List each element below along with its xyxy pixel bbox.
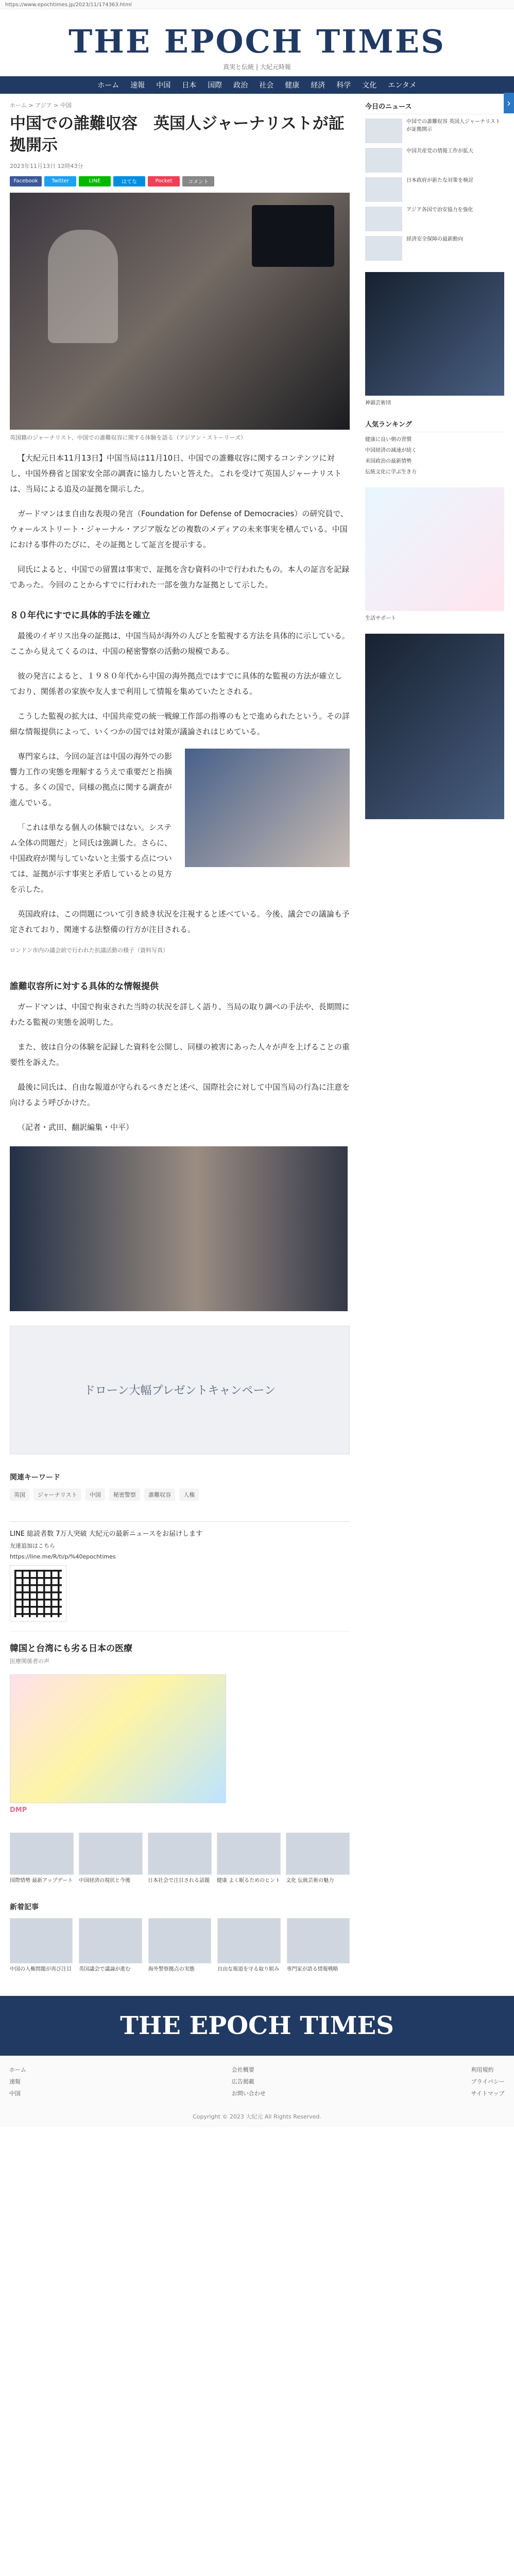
site-logo[interactable]: THE EPOCH TIMES <box>68 23 446 60</box>
sidebar-headlines <box>365 101 504 261</box>
article-paragraph: こうした監視の拡大は、中国共産党の統一戦線工作部の指導のもとで進められたという。その詳細な情報提供によって、いくつかの国では対策が議論されはじめている。 <box>10 711 350 737</box>
thumbnail-image <box>365 236 402 261</box>
keyword-tag[interactable]: 中国 <box>85 1488 105 1501</box>
nav-international[interactable]: 国際 <box>208 81 222 90</box>
nav-health[interactable]: 健康 <box>285 81 300 90</box>
article-paragraph: 彼の発言によると、１９８０年代から中国の海外拠点ではすでに具体的な監視の方法が確立しており、関係者の家族や友人まで利用して情報を集めていたとされる。 <box>10 671 342 697</box>
sidebar-headline-item[interactable]: 経済安全保障の最新動向 <box>365 236 504 261</box>
keyword-list <box>10 1488 350 1503</box>
main-nav <box>0 76 514 94</box>
popular-item[interactable]: 健康に良い朝の習慣 <box>365 436 412 443</box>
thumbnail-image <box>365 148 402 173</box>
nav-home[interactable]: ホーム <box>97 81 119 90</box>
card-image <box>10 1833 74 1875</box>
keyword-tag[interactable]: 誰難収容 <box>144 1488 175 1501</box>
recent-title: 新着記事 <box>10 1903 39 1912</box>
sidebar-ad-bottom[interactable] <box>365 634 504 819</box>
hero-image <box>10 193 350 430</box>
card-image <box>79 1918 142 1963</box>
card-title: 健康 よく眠るためのヒント <box>217 1877 281 1884</box>
breadcrumb[interactable]: ホーム > アジア > 中国 <box>10 102 72 109</box>
article-subhead: ８０年代にすでに具体的手法を確立 <box>10 611 150 621</box>
nav-economy[interactable]: 経済 <box>311 81 325 90</box>
thumbnail-image <box>365 118 402 143</box>
article-main <box>10 101 350 1989</box>
inline-ad[interactable]: ドローン大幅プレゼントキャンペーン <box>10 1326 350 1454</box>
article-paragraph: ガードマンはま自由な表現の発言（Foundation for Defense of Democracies）の研究員で、ウォールストリート・ジャーナル・アジア版などの複数のメディアの未来事実を積んでいる。中国における事件のたびに、その証拠として証言を提示する。 <box>10 509 349 550</box>
sidebar-ad[interactable] <box>365 272 504 396</box>
share-twitter-button[interactable]: Twitter <box>44 176 76 187</box>
footer-link[interactable]: お問い合わせ <box>231 2090 266 2097</box>
sidebar-headline-item[interactable]: 中国での誰難収容 英国人ジャーナリストが証拠開示 <box>365 118 504 143</box>
browser-url[interactable]: https://www.epochtimes.jp/2023/11/174363.html <box>0 0 514 9</box>
footer-link[interactable]: 利用規約 <box>471 2066 494 2073</box>
sponsored-image[interactable] <box>10 1674 226 1803</box>
article-paragraph: 専門家らは、今回の証言は中国の海外での影響力工作の実態を理解するうえで重要だと指摘する。多くの国で、同様の拠点に関する調査が進んでいる。 <box>10 752 173 808</box>
nav-culture[interactable]: 文化 <box>362 81 377 90</box>
thumbnail-image <box>365 207 402 231</box>
card-image <box>148 1918 211 1963</box>
popular-title: 人気ランキング <box>365 419 504 432</box>
recommend-cards <box>10 1833 350 1885</box>
card-image <box>287 1918 350 1963</box>
sponsored-headline[interactable]: 韓国と台湾にも劣る日本の医療 <box>10 1643 132 1654</box>
sidebar-headline-item[interactable]: 日本政府が新たな対策を検討 <box>365 177 504 202</box>
next-arrow-icon[interactable]: › <box>504 93 514 113</box>
article-paragraph: 最後のイギリス出身の証拠は、中国当局が海外の人びとを監視する方法を具体的に示している。ここから見えてくるのは、中国の秘密警察の活動の規模である。 <box>10 631 350 656</box>
inline-photo-caption: ロンドン市内の議会前で行われた抗議活動の様子（資料写真） <box>10 947 168 954</box>
article-paragraph: ガードマンは、中国で拘束された当時の状況を詳しく語り、当局の取り調べの手法や、長期間にわたる監視の実態を説明した。 <box>10 1002 350 1027</box>
nav-japan[interactable]: 日本 <box>182 81 197 90</box>
popular-item[interactable]: 中国経済の減速が続く <box>365 447 417 453</box>
recent-card[interactable] <box>217 1918 280 1973</box>
share-hatena-button[interactable]: はてな <box>113 176 145 187</box>
popular-block <box>365 419 504 476</box>
recent-card[interactable] <box>79 1918 142 1973</box>
card-image <box>217 1833 281 1875</box>
nav-china[interactable]: 中国 <box>156 81 171 90</box>
card-title: 文化 伝統芸術の魅力 <box>286 1877 334 1884</box>
footer-column <box>232 2065 266 2101</box>
share-line-button[interactable]: LINE <box>79 176 111 187</box>
share-buttons <box>10 176 350 187</box>
line-url[interactable]: https://line.me/R/ti/p/%40epochtimes <box>10 1553 116 1560</box>
recommend-card[interactable] <box>286 1833 350 1885</box>
footer-link[interactable]: 会社概要 <box>231 2066 254 2073</box>
footer-column <box>471 2065 505 2101</box>
recommend-card[interactable] <box>217 1833 281 1885</box>
site-header <box>0 9 514 76</box>
copyright: Copyright © 2023 大紀元 All Rights Reserved. <box>193 2113 321 2120</box>
sponsored-block[interactable] <box>10 1631 350 1823</box>
sidebar-headlines-title: 今日のニュース <box>365 101 504 114</box>
thumbnail-image <box>365 177 402 202</box>
recent-card[interactable] <box>287 1918 350 1973</box>
sidebar <box>365 101 504 1989</box>
qr-code-icon <box>10 1565 66 1622</box>
card-image <box>217 1918 280 1963</box>
article-paragraph: 同氏によると、中国での留置は事実で、証拠を含む資料の中で行われたもの。本人の証言を記録であった。今回のことからすでに行われた一部を強力な証拠として示した。 <box>10 565 350 590</box>
card-title: 自由な報道を守る取り組み <box>217 1967 280 1973</box>
card-image <box>286 1833 350 1875</box>
share-facebook-button[interactable]: Facebook <box>10 176 42 187</box>
article-source: （記者・武田、翻訳編集・中平） <box>18 1122 134 1132</box>
card-image <box>10 1918 73 1963</box>
recent-grid <box>10 1918 350 1973</box>
article-subhead: 誰難収容所に対する具体的な情報提供 <box>10 981 159 992</box>
sponsored-source: 医療関係者の声 <box>10 1657 49 1665</box>
article-paragraph: 【大紀元日本11月13日】中国当局は11月10日、中国での誰難収容に関するコンテンツに対し、中国外務省と国家安全部の調査に協力したいと答えた。これを受けて英国人ジャーナリストは、当局による追及の証拠を開示した。 <box>10 453 342 494</box>
footer-column <box>9 2065 26 2101</box>
nav-society[interactable]: 社会 <box>259 81 274 90</box>
footer-logo[interactable]: THE EPOCH TIMES <box>0 1996 514 2056</box>
sidebar-ad-label: 神韻芸術団 <box>365 400 391 406</box>
card-title: 英国議会で議論が進む <box>79 1967 131 1973</box>
nav-science[interactable]: 科学 <box>336 81 351 90</box>
dmp-badge: DMP <box>10 1806 27 1814</box>
footer-link[interactable]: 広告掲載 <box>231 2078 254 2085</box>
recommend-card[interactable] <box>10 1833 74 1885</box>
keyword-tag[interactable]: 英国 <box>10 1488 29 1501</box>
article-date: 2023年11月13日 12時43分 <box>10 162 83 170</box>
recommend-card[interactable] <box>79 1833 143 1885</box>
footer-link[interactable]: 中国 <box>9 2090 21 2097</box>
article-title: 中国での誰難収容 英国人ジャーナリストが証拠開示 <box>10 114 345 155</box>
popular-item[interactable]: 米国政治の最新情勢 <box>365 458 412 464</box>
footer-link[interactable]: 速報 <box>9 2078 21 2085</box>
article-paragraph: 「これは単なる個人の体験ではない。システム全体の問題だ」と同氏は強調した。さらに、中国政府が関与していないと主張する点については、証拠が示す事実と矛盾しているとの見方を示した。 <box>10 823 173 894</box>
nav-entertainment[interactable]: エンタメ <box>388 81 417 90</box>
footer-link[interactable]: サイトマップ <box>471 2090 505 2097</box>
line-title: LINE 総読者数 7万人突破 大紀元の最新ニュースをお届けします <box>10 1530 203 1538</box>
recent-card[interactable] <box>10 1918 73 1973</box>
inline-ad-image[interactable] <box>10 1146 348 1311</box>
nav-breaking[interactable]: 速報 <box>130 81 145 90</box>
card-title: 中国経済の現状と今後 <box>79 1877 130 1884</box>
card-title: 中国の人権問題が再び注目 <box>10 1967 72 1973</box>
sidebar-ad-label: 生活サポート <box>365 615 396 621</box>
sidebar-ad-light[interactable] <box>365 487 504 611</box>
article-paragraph: 英国政府は、この問題について引き続き状況を注視すると述べている。今後、議会での議論も予定されており、関連する法整備の行方が注目される。 <box>10 909 350 935</box>
hero-caption: 英国籍のジャーナリスト、中国での誰難収容に関する体験を語る（アジアン・ストーリーズ） <box>10 434 247 441</box>
nav-politics[interactable]: 政治 <box>233 81 248 90</box>
popular-list <box>365 436 504 476</box>
footer-link[interactable]: プライバシー <box>471 2078 505 2085</box>
recommend-card[interactable] <box>148 1833 212 1885</box>
inline-photo <box>185 749 350 867</box>
line-url-label[interactable]: 友達追加はこちら <box>10 1542 55 1549</box>
card-title: 日本社会で注目される話題 <box>148 1877 210 1884</box>
keyword-tag[interactable]: 秘密警察 <box>109 1488 140 1501</box>
card-title: 国際情勢 最新アップデート <box>10 1877 73 1884</box>
sidebar-headline-item[interactable]: アジア各国で治安協力を強化 <box>365 207 504 231</box>
popular-item[interactable]: 伝統文化に学ぶ生き方 <box>365 469 417 475</box>
page-container <box>10 94 504 1989</box>
recent-card[interactable] <box>148 1918 211 1973</box>
sidebar-headline-item[interactable]: 中国共産党の情報工作が拡大 <box>365 148 504 173</box>
site-footer <box>0 2056 514 2127</box>
keyword-tag[interactable]: ジャーナリスト <box>33 1488 81 1501</box>
article-paragraph: 最後に同氏は、自由な報道が守られるべきだと述べ、国際社会に対して中国当局の行為に注意を向けるよう呼びかけた。 <box>10 1082 350 1107</box>
card-title: 専門家が語る情報戦略 <box>286 1967 338 1973</box>
share-comment-button[interactable]: コメント <box>182 176 214 187</box>
card-title: 海外警察拠点の実態 <box>148 1967 195 1973</box>
footer-columns <box>9 2065 505 2101</box>
card-image <box>148 1833 212 1875</box>
card-image <box>79 1833 143 1875</box>
keywords-title: 関連キーワード <box>10 1473 60 1482</box>
line-promo <box>10 1521 350 1622</box>
footer-link[interactable]: ホーム <box>9 2066 26 2073</box>
share-pocket-button[interactable]: Pocket <box>148 176 180 187</box>
keyword-tag[interactable]: 人権 <box>179 1488 199 1501</box>
article-paragraph: また、彼は自分の体験を記録した資料を公開し、同様の被害にあった人々が声を上げることの重要性を訴えた。 <box>10 1042 350 1067</box>
site-tagline: 真実と伝統 | 大紀元時報 <box>223 63 291 71</box>
